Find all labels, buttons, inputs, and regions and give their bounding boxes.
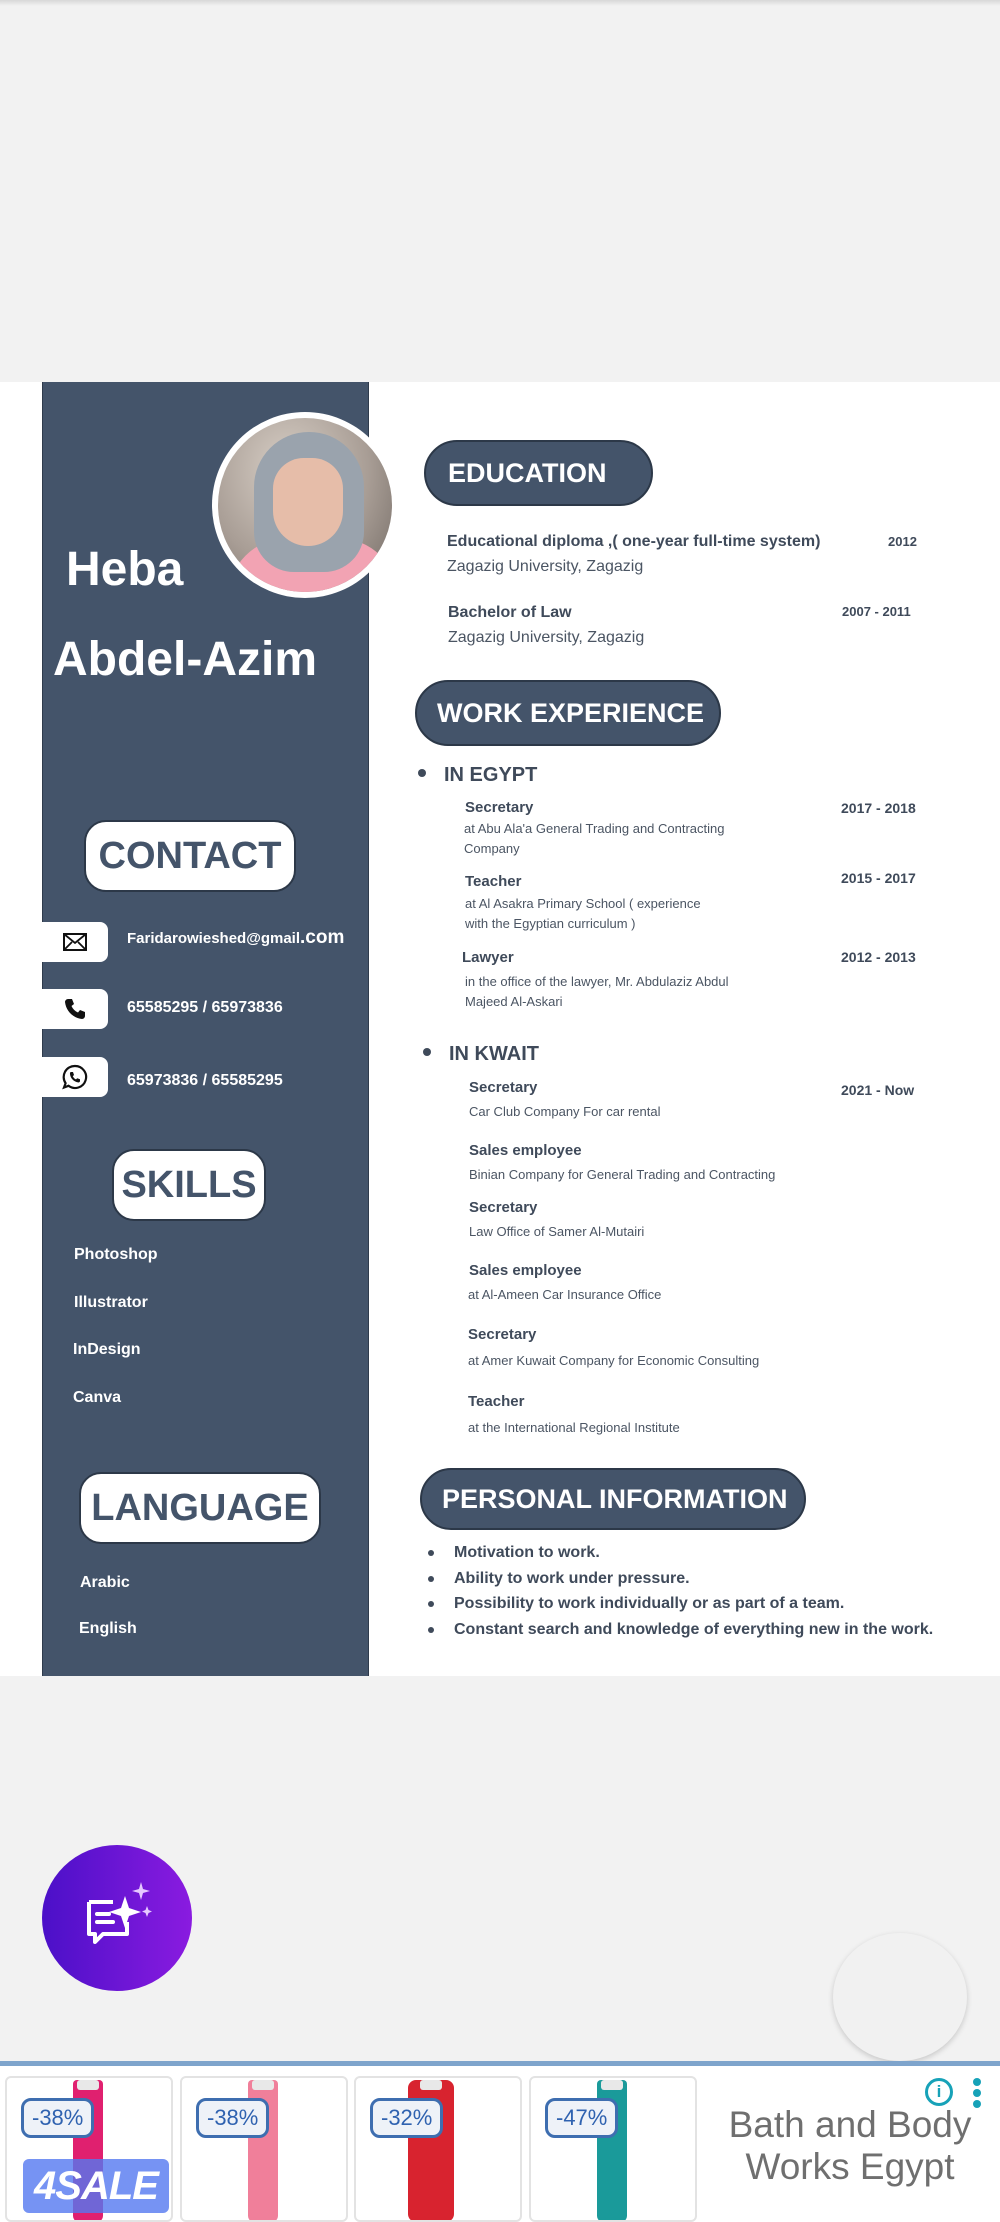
education-title: Educational diploma ,( one-year full-time system) <box>447 533 821 550</box>
whatsapp-icon <box>62 1064 88 1090</box>
language-heading: LANGUAGE <box>79 1472 321 1544</box>
region-egypt: IN EGYPT <box>418 764 537 787</box>
job-desc: at the International Regional Institute <box>468 1420 680 1435</box>
ad-brand-name[interactable]: Bath and Body Works Egypt <box>728 2104 972 2187</box>
education-date: 2007 - 2011 <box>842 604 911 619</box>
personal-info-list <box>428 1540 933 1642</box>
job-title: Lawyer <box>462 949 514 966</box>
personal-info-heading: PERSONAL INFORMATION <box>420 1468 806 1530</box>
job-desc: with the Egyptian curriculum ) <box>465 916 636 931</box>
job-title: Secretary <box>469 1079 538 1096</box>
job-title: Secretary <box>465 799 534 816</box>
job-desc: Binian Company for General Trading and Contracting <box>469 1167 776 1182</box>
job-title: Teacher <box>468 1393 525 1410</box>
discount-badge: -47% <box>545 2098 618 2138</box>
job-desc: Law Office of Samer Al-Mutairi <box>469 1224 645 1239</box>
contact-whatsapp: 65973836 / 65585295 <box>127 1072 283 1089</box>
bullet-icon <box>423 1048 431 1056</box>
job-date: 2012 - 2013 <box>841 949 916 965</box>
discount-badge: -32% <box>370 2098 443 2138</box>
name-last: Abdel-Azim <box>53 633 317 686</box>
list-item: Motivation to work. <box>428 1540 933 1566</box>
region-kuwait: IN KWAIT <box>423 1043 539 1066</box>
job-desc: at Al Asakra Primary School ( experience <box>465 896 701 911</box>
phone-icon-tab <box>42 989 108 1029</box>
job-date: 2021 - Now <box>841 1082 915 1098</box>
job-desc: Company <box>464 841 520 856</box>
email-tld: .com <box>300 927 345 948</box>
job-desc: at Abu Ala'a General Trading and Contracting <box>464 821 725 836</box>
list-item: Possibility to work individually or as part of a team. <box>428 1591 933 1617</box>
language-item: English <box>79 1620 137 1637</box>
job-title: Sales employee <box>469 1142 582 1159</box>
education-heading: EDUCATION <box>424 440 653 506</box>
contact-email <box>127 927 344 949</box>
4sale-watermark: 4SALE <box>23 2159 169 2213</box>
work-experience-heading: WORK EXPERIENCE <box>415 680 721 746</box>
job-desc: at Amer Kuwait Company for Economic Consulting <box>468 1353 760 1368</box>
education-place: Zagazig University, Zagazig <box>448 629 645 646</box>
phone-icon <box>63 997 87 1021</box>
list-item: Ability to work under pressure. <box>428 1566 933 1592</box>
education-title: Bachelor of Law <box>448 604 572 621</box>
ai-chat-sparkle-icon <box>75 1876 159 1960</box>
job-title: Secretary <box>468 1326 537 1343</box>
job-desc: in the office of the lawyer, Mr. Abdulaziz Abdul <box>465 974 729 989</box>
language-item: Arabic <box>80 1574 130 1591</box>
ad-info-icon[interactable]: i <box>925 2078 953 2106</box>
email-icon-tab <box>42 922 108 962</box>
job-date: 2017 - 2018 <box>841 800 916 816</box>
ad-product-card[interactable] <box>180 2076 348 2222</box>
skill-item: InDesign <box>73 1341 141 1358</box>
list-item: Constant search and knowledge of everything new in the work. <box>428 1617 933 1643</box>
ad-product-card[interactable] <box>529 2076 697 2222</box>
education-date: 2012 <box>888 534 917 549</box>
discount-badge: -38% <box>21 2098 94 2138</box>
profile-photo <box>212 412 398 598</box>
bullet-icon <box>418 769 426 777</box>
job-desc: Car Club Company For car rental <box>469 1104 661 1119</box>
job-desc: at Al-Ameen Car Insurance Office <box>468 1287 662 1302</box>
job-title: Sales employee <box>469 1262 582 1279</box>
floating-action-button[interactable] <box>833 1933 967 2061</box>
name-first: Heba <box>66 543 184 596</box>
email-local: Faridarowieshed@gmail <box>127 930 301 947</box>
top-shadow <box>0 0 1000 6</box>
skill-item: Photoshop <box>74 1246 158 1263</box>
education-place: Zagazig University, Zagazig <box>447 558 644 575</box>
resume-image <box>0 382 1000 1676</box>
job-date: 2015 - 2017 <box>841 870 916 886</box>
job-title: Secretary <box>469 1199 538 1216</box>
ad-product-card[interactable] <box>5 2076 173 2222</box>
skill-item: Canva <box>73 1389 122 1406</box>
envelope-icon <box>63 933 87 951</box>
job-desc: Majeed Al-Askari <box>465 994 563 1009</box>
ad-product-card[interactable] <box>354 2076 522 2222</box>
ai-assistant-button[interactable] <box>42 1845 192 1991</box>
discount-badge: -38% <box>196 2098 269 2138</box>
skill-item: Illustrator <box>74 1294 148 1311</box>
contact-heading: CONTACT <box>84 820 296 892</box>
whatsapp-icon-tab <box>42 1057 108 1097</box>
ad-banner[interactable] <box>0 2061 1000 2222</box>
contact-phone: 65585295 / 65973836 <box>127 999 283 1016</box>
job-title: Teacher <box>465 873 522 890</box>
skills-heading: SKILLS <box>112 1149 266 1221</box>
